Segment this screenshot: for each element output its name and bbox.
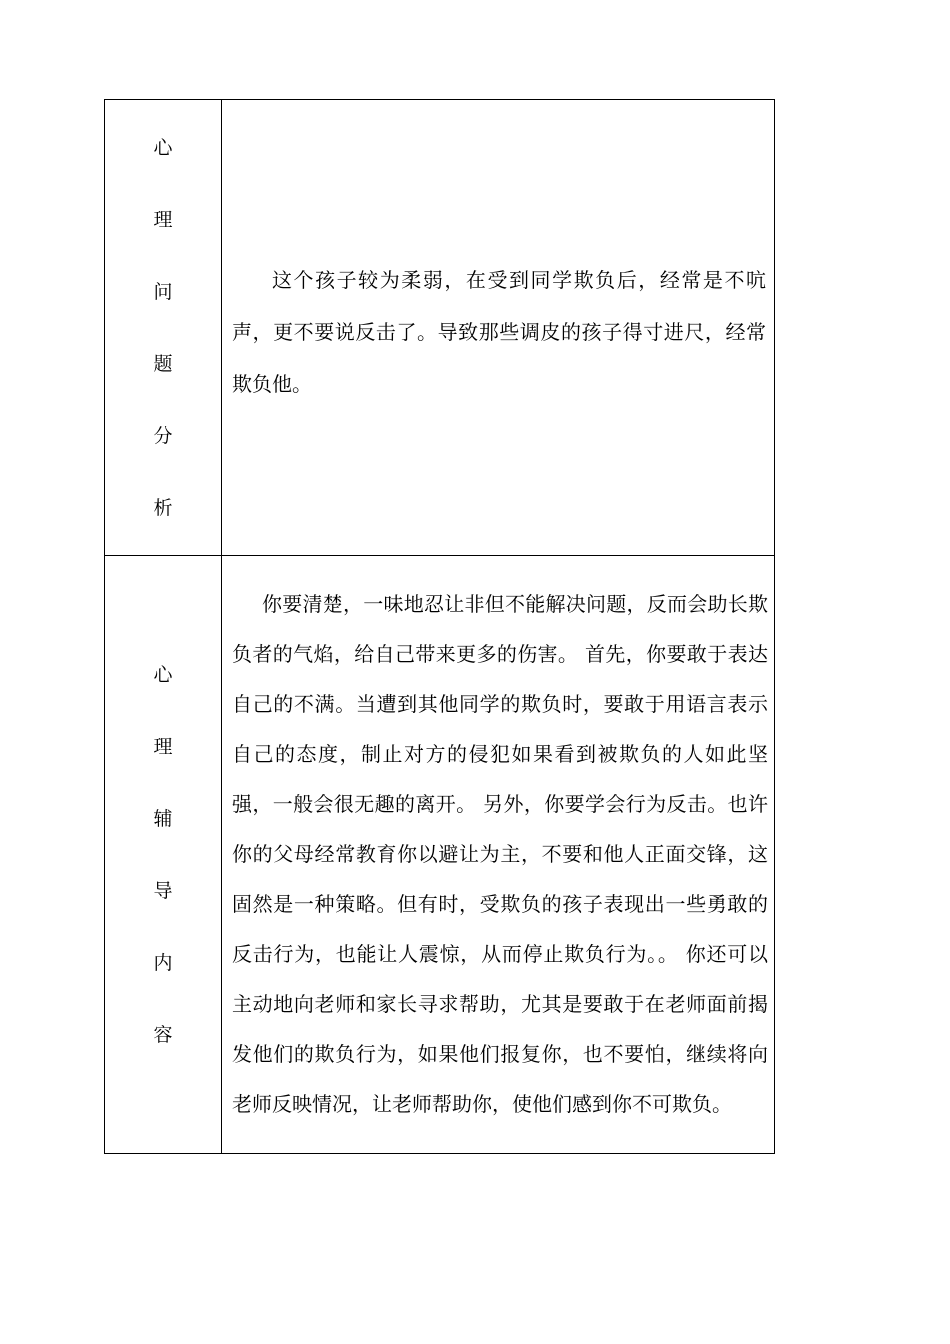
analysis-label-char: 理: [153, 208, 173, 231]
guidance-label-char: 辅: [153, 807, 173, 830]
analysis-label-char: 问: [153, 280, 173, 303]
guidance-label-char: 内: [153, 951, 173, 974]
analysis-row: [105, 100, 775, 556]
guidance-label-char: 心: [153, 663, 173, 686]
analysis-text: 这个孩子较为柔弱，在受到同学欺负后，经常是不吭声，更不要说反击了。导致那些调皮的孩子得寸进尺，经常欺负他。: [232, 267, 766, 396]
guidance-label-cell: [105, 556, 222, 1154]
analysis-label-cell: [105, 100, 222, 556]
guidance-label-char: 导: [153, 879, 173, 902]
analysis-label-char: 析: [153, 496, 173, 519]
analysis-content-cell: [222, 100, 775, 556]
analysis-label-char: 心: [153, 136, 173, 159]
analysis-label-char: 题: [153, 352, 173, 375]
guidance-label-char: 容: [153, 1023, 173, 1046]
analysis-label: [105, 112, 221, 544]
record-table: [104, 99, 775, 1154]
guidance-label: [105, 639, 221, 1071]
guidance-row: [105, 556, 775, 1154]
guidance-content-cell: [222, 556, 775, 1154]
analysis-label-char: 分: [153, 424, 173, 447]
guidance-label-char: 理: [153, 735, 173, 758]
guidance-text: 你要清楚，一味地忍让非但不能解决问题，反而会助长欺负者的气焰，给自己带来更多的伤害。 首先，你要敢于表达自己的不满。当遭到其他同学的欺负时，要敢于用语言表示自己的态度，制止对方的侵犯如果看到被欺负的人如此坚强，一般会很无趣的离开。 另外，你要学会行为反击。也许你的父母经常教育你以避让为主，不要和他人正面交锋，这固然是一种策略。但有时，受欺负的孩子表现出一些勇敢的反击行为，也能让人震惊，从而停止欺负行为。。 你还可以主动地向老师和家长寻求帮助，尤其是要敢于在老师面前揭发他们的欺负行为，如果他们报复你，也不要怕，继续将向老师反映情况，让老师帮助你，使他们感到你不可欺负。: [232, 591, 768, 1116]
